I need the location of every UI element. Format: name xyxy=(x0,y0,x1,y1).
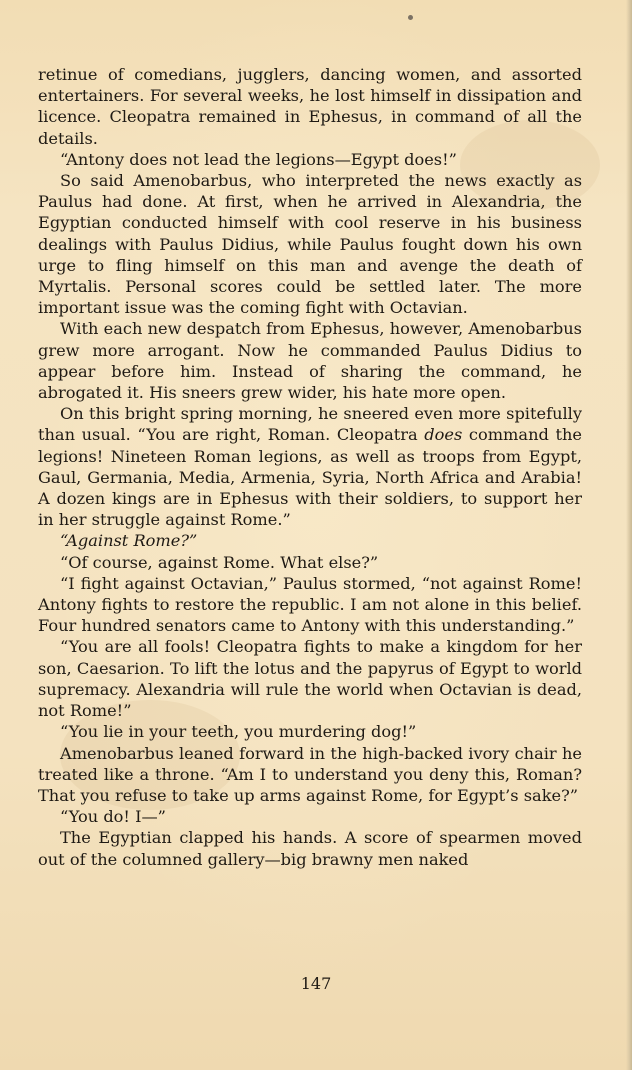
text-run: Amenobarbus leaned forward in the high-backed ivory chair he treated like a throne. “Am I to understand you deny this, Roman? That you refuse to take up arms against Rome, for Egypt’s sake?” xyxy=(38,743,582,805)
ink-dot xyxy=(408,15,413,20)
paragraph xyxy=(38,170,582,318)
text-run: “You do! I—” xyxy=(60,807,166,827)
paragraph xyxy=(38,827,582,869)
text-run: “Antony does not lead the legions—Egypt does!” xyxy=(60,149,457,169)
paragraph xyxy=(38,149,582,170)
paragraph xyxy=(38,318,582,403)
text-run: “Of course, against Rome. What else?” xyxy=(60,552,379,572)
paragraph xyxy=(38,530,582,551)
paragraph xyxy=(38,403,582,530)
page-edge xyxy=(626,0,632,1070)
text-run: With each new despatch from Ephesus, however, Amenobarbus grew more arrogant. Now he commanded Paulus Didius to appear before him. Instead of sharing the command, he abrogated it. His sneers grew wider, his hate more open. xyxy=(38,319,582,403)
paragraph xyxy=(38,806,582,827)
text-run: “I fight against Octavian,” Paulus stormed, “not against Rome! Antony fights to restore the republic. I am not alone in this belief. Four hundred senators came to Antony with this understanding.” xyxy=(38,573,582,636)
text-run: On this bright spring morning, he sneered even more spitefully than usual. “You are right, Roman. Cleopatra xyxy=(38,404,582,445)
italic-text: does xyxy=(424,425,463,445)
page-number: 147 xyxy=(300,974,332,993)
italic-text: “Against Rome?” xyxy=(60,531,198,551)
paragraph xyxy=(38,721,582,742)
text-run: “You lie in your teeth, you murdering dog!” xyxy=(60,722,417,742)
paragraph xyxy=(38,743,582,807)
body-text xyxy=(38,64,582,870)
text-run: retinue of comedians, jugglers, dancing women, and assorted entertainers. For several weeks, he lost himself in dissipation and licence. Cleopatra remained in Ephesus, in command of all the details. xyxy=(38,65,582,148)
paragraph xyxy=(38,573,582,637)
paragraph xyxy=(38,636,582,721)
text-run: “You are all fools! Cleopatra fights to make a kingdom for her son, Caesarion. To lift the lotus and the papyrus of Egypt to world supremacy. Alexandria will rule the world when Octavian is dead, not Rome!” xyxy=(38,637,582,721)
text-run: So said Amenobarbus, who interpreted the news exactly as Paulus had done. At first, when he arrived in Alexandria, the Egyptian conducted himself with cool reserve in his business dealings with Paulus Didius, while Paulus fought down his own urge to fling himself on this man and avenge the death of Myrtalis. Personal scores could be settled later. The more important issue was the coming fight with Octavian. xyxy=(38,171,582,318)
paragraph xyxy=(38,64,582,149)
text-run: The Egyptian clapped his hands. A score of spearmen moved out of the columned gallery—big brawny men naked xyxy=(38,828,582,869)
paragraph xyxy=(38,552,582,573)
text-run: command the legions! Nineteen Roman legions, as well as troops from Egypt, Gaul, Germania, Media, Armenia, Syria, North Africa and Arabia! A dozen kings are in Ephesus with their soldiers, to support her in her struggle against Rome.” xyxy=(38,425,582,530)
